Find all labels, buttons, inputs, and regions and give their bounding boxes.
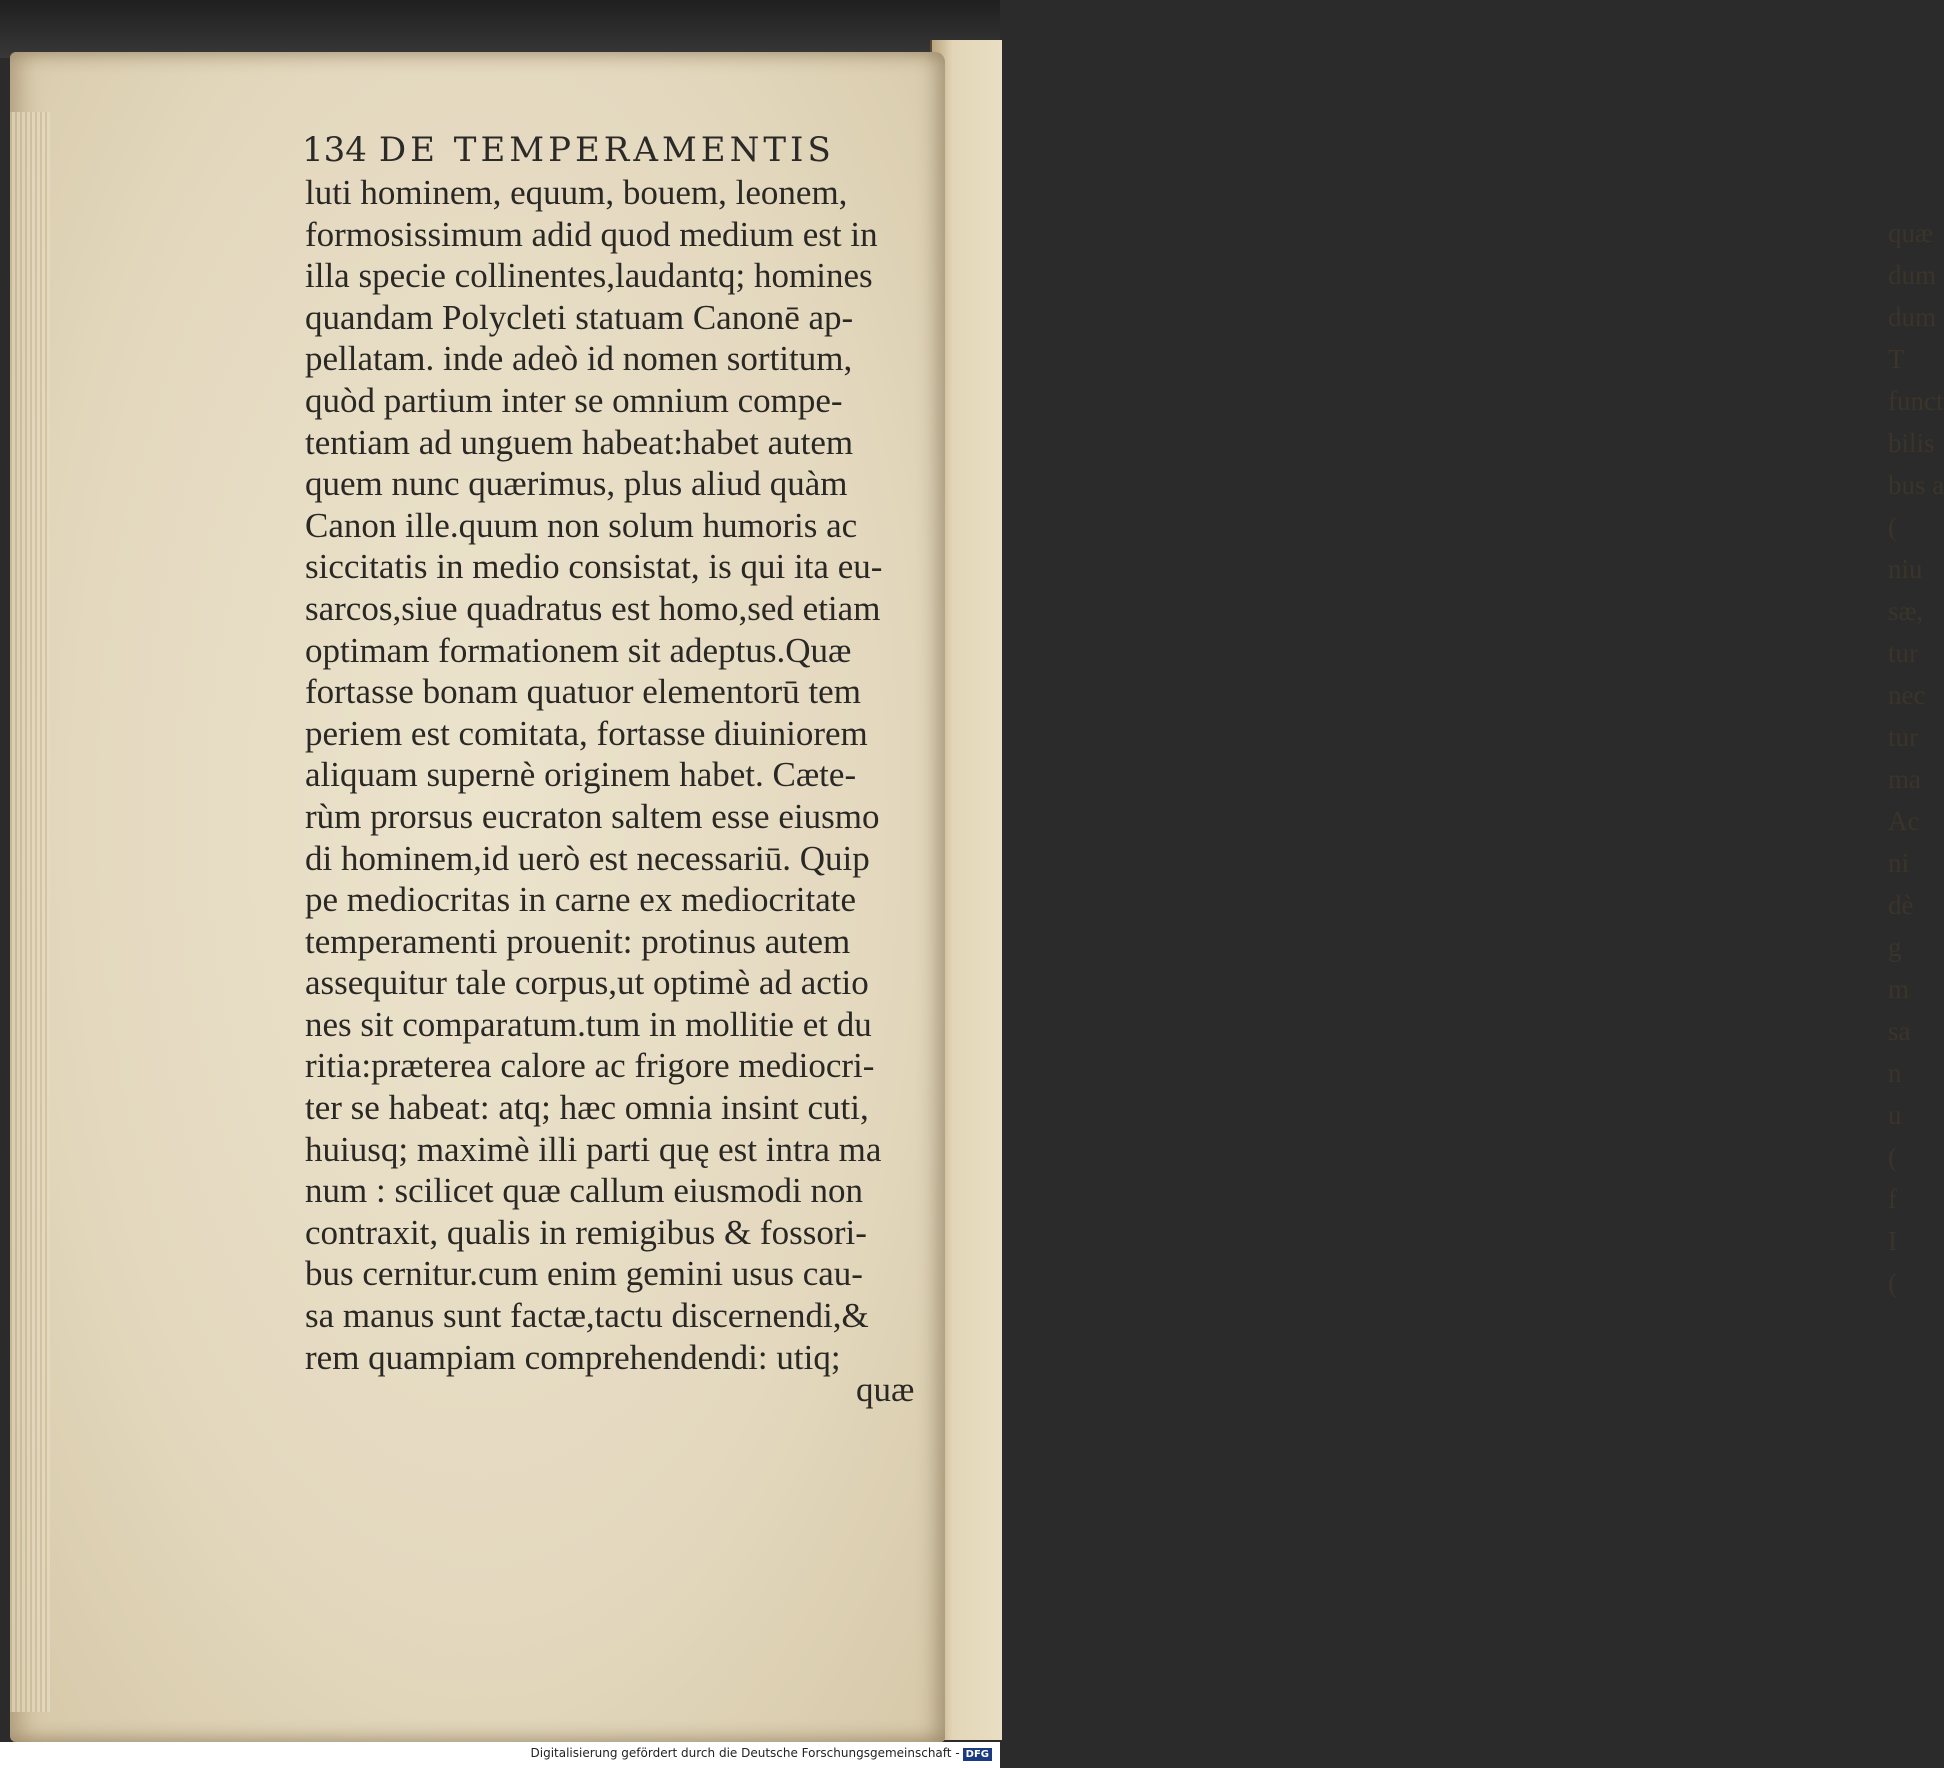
text-line: fortasse bonam quatuor elementorū tem [305, 672, 861, 712]
scan-background-top [0, 0, 1000, 58]
facing-page-fragment: T [1888, 344, 1905, 374]
facing-page-fragment: I [1888, 1226, 1897, 1256]
facing-page-fragment: bus a [1888, 470, 1944, 500]
text-line: temperamenti prouenit: protinus autem [305, 921, 851, 961]
facing-page-fragment: niu [1888, 554, 1923, 584]
text-line: sarcos,siue quadratus est homo,sed etiam [305, 588, 881, 628]
facing-page-fragment: sa [1888, 1016, 1911, 1046]
facing-page-fragment: funct [1888, 386, 1944, 416]
text-line: formosissimum adid quod medium est in [305, 214, 878, 254]
page-edge-shading [10, 112, 50, 1712]
facing-page-fragment: u [1888, 1100, 1902, 1130]
facing-page-fragment: m [1888, 974, 1910, 1004]
text-line: siccitatis in medio consistat, is qui ita eu- [305, 547, 883, 587]
text-line: periem est comitata, fortasse diuiniorem [305, 713, 868, 753]
page-header [302, 130, 835, 170]
facing-page-fragment: Ac [1888, 806, 1920, 836]
text-line: nes sit comparatum.tum in mollitie et du [305, 1004, 872, 1044]
text-line: sa manus sunt factæ,tactu discernendi,& [305, 1296, 869, 1336]
text-line: huiusq; maximè illi parti quę est intra ma [305, 1129, 882, 1169]
facing-page-fragment: f [1888, 1184, 1897, 1214]
facing-page-text [1888, 212, 1944, 1304]
facing-page-fragment: quæ [1888, 218, 1934, 248]
text-line: quandam Polycleti statuam Canonē ap- [305, 297, 854, 337]
body-text [305, 172, 915, 1378]
running-title: DE TEMPERAMENTIS [378, 130, 835, 170]
facing-page-fragment: g [1888, 932, 1902, 962]
text-line: bus cernitur.cum enim gemini usus cau- [305, 1254, 863, 1294]
text-line: pellatam. inde adeò id nomen sortitum, [305, 339, 853, 379]
text-line: quòd partium inter se omnium compe- [305, 380, 843, 420]
text-line: Canon ille.quum non solum humoris ac [305, 505, 858, 545]
text-line: rem quampiam comprehendendi: utiq; [305, 1337, 841, 1377]
text-line: ter se habeat: atq; hæc omnia insint cuti, [305, 1088, 869, 1128]
text-line: illa specie collinentes,laudantq; homines [305, 256, 873, 296]
text-line: tentiam ad unguem habeat:habet autem [305, 422, 854, 462]
digitization-credit [531, 1746, 993, 1761]
facing-page-fragment: tur [1888, 722, 1918, 752]
facing-page-fragment: ( [1888, 512, 1897, 542]
page-number: 134 [302, 130, 367, 170]
facing-page-fragment: bilis [1888, 428, 1935, 458]
text-line: assequitur tale corpus,ut optimè ad actio [305, 963, 869, 1003]
facing-page-fragment: nec [1888, 680, 1926, 710]
text-line: rùm prorsus eucraton saltem esse eiusmo [305, 796, 880, 836]
text-line: di hominem,id uerò est necessariū. Quip [305, 838, 870, 878]
facing-page-fragment: n [1888, 1058, 1902, 1088]
facing-page-fragment: tur [1888, 638, 1918, 668]
text-line: pe mediocritas in carne ex mediocritate [305, 880, 856, 920]
credit-text: Digitalisierung gefördert durch die Deutsche Forschungsgemeinschaft - [530, 1746, 960, 1760]
facing-page-fragment: dè [1888, 890, 1914, 920]
text-line: contraxit, qualis in remigibus & fossori- [305, 1212, 867, 1252]
text-line: luti hominem, equum, bouem, leonem, [305, 173, 848, 212]
text-line: num : scilicet quæ callum eiusmodi non [305, 1171, 863, 1211]
text-line: ritia:præterea calore ac frigore mediocri- [305, 1046, 875, 1086]
catchword: quæ [856, 1370, 915, 1409]
text-line: quem nunc quærimus, plus aliud quàm [305, 464, 848, 504]
facing-page-fragment: dum [1888, 260, 1937, 290]
facing-page-fragment: sæ, [1888, 596, 1924, 626]
dfg-logo: DFG [963, 1748, 992, 1761]
text-line: aliquam supernè originem habet. Cæte- [305, 755, 857, 795]
text-line: optimam formationem sit adeptus.Quæ [305, 630, 852, 670]
facing-page-fragment: dum [1888, 302, 1937, 332]
facing-page-fragment: ma [1888, 764, 1921, 794]
facing-page-fragment: ni [1888, 848, 1910, 878]
facing-page-fragment: ( [1888, 1142, 1897, 1172]
facing-page-fragment: ( [1888, 1268, 1897, 1298]
